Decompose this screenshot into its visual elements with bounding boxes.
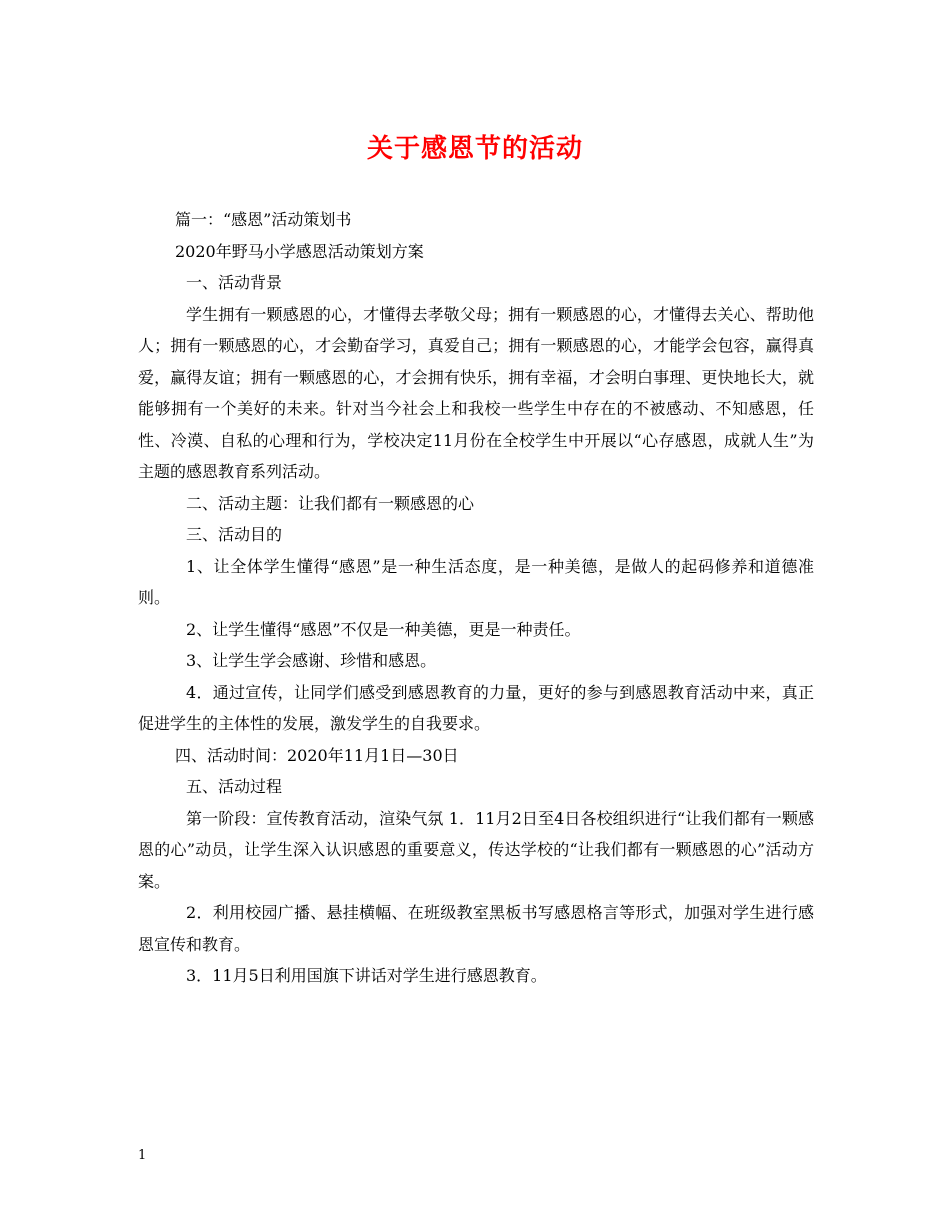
paragraph-stage-1: 第一阶段：宣传教育活动，渲染气氛 1．11月2日至4日各校组织进行“让我们都有一颗感恩的心”动员，让学生深入认识感恩的重要意义，传达学校的“让我们都有一颗感恩的心”活动方案。 (138, 808, 814, 891)
paragraph-purpose-heading: 三、活动目的 (186, 525, 283, 544)
document-body (138, 204, 814, 992)
paragraph-stage-1-item-2: 2．利用校园广播、悬挂横幅、在班级教室黑板书写感恩格言等形式，加强对学生进行感恩宣传和教育。 (138, 903, 814, 954)
paragraph-time: 四、活动时间：2020年11月1日—30日 (175, 745, 459, 765)
paragraph-section-heading: 篇一：“感恩”活动策划书 (175, 210, 352, 229)
paragraph-plan-title: 2020年野马小学感恩活动策划方案 (175, 241, 424, 261)
paragraph-background-heading: 一、活动背景 (186, 273, 283, 292)
paragraph-theme: 二、活动主题：让我们都有一颗感恩的心 (186, 493, 475, 513)
document-title: 关于感恩节的活动 (366, 134, 583, 164)
paragraph-background-text: 学生拥有一颗感恩的心，才懂得去孝敬父母；拥有一颗感恩的心，才懂得去关心、帮助他人；拥有一颗感恩的心，才会勤奋学习，真爱自己；拥有一颗感恩的心，才能学会包容，赢得真爱，赢得友谊；拥有一颗感恩的心，才会拥有快乐，拥有幸福，才会明白事理、更快地长大，就能够拥有一个美好的未来。针对当今社会上和我校一些学生中存在的不被感动、不知感恩，任性、冷漠、自私的心理和行为，学校决定11月份在全校学生中开展以“心存感恩，成就人生”为主题的感恩教育系列活动。 (138, 304, 814, 481)
paragraph-purpose-1: 1、让全体学生懂得“感恩”是一种生活态度，是一种美德，是做人的起码修养和道德准则。 (138, 556, 814, 607)
paragraph-process-heading: 五、活动过程 (186, 777, 283, 796)
paragraph-purpose-4: 4．通过宣传，让同学们感受到感恩教育的力量，更好的参与到感恩教育活动中来，真正促进学生的主体性的发展，激发学生的自我要求。 (138, 682, 814, 733)
paragraph-purpose-3: 3、让学生学会感谢、珍惜和感恩。 (186, 651, 437, 670)
page-number: 1 (138, 1148, 147, 1163)
paragraph-purpose-2: 2、让学生懂得“感恩”不仅是一种美德，更是一种责任。 (186, 619, 581, 639)
paragraph-stage-1-item-3: 3．11月5日利用国旗下讲话对学生进行感恩教育。 (186, 966, 547, 985)
